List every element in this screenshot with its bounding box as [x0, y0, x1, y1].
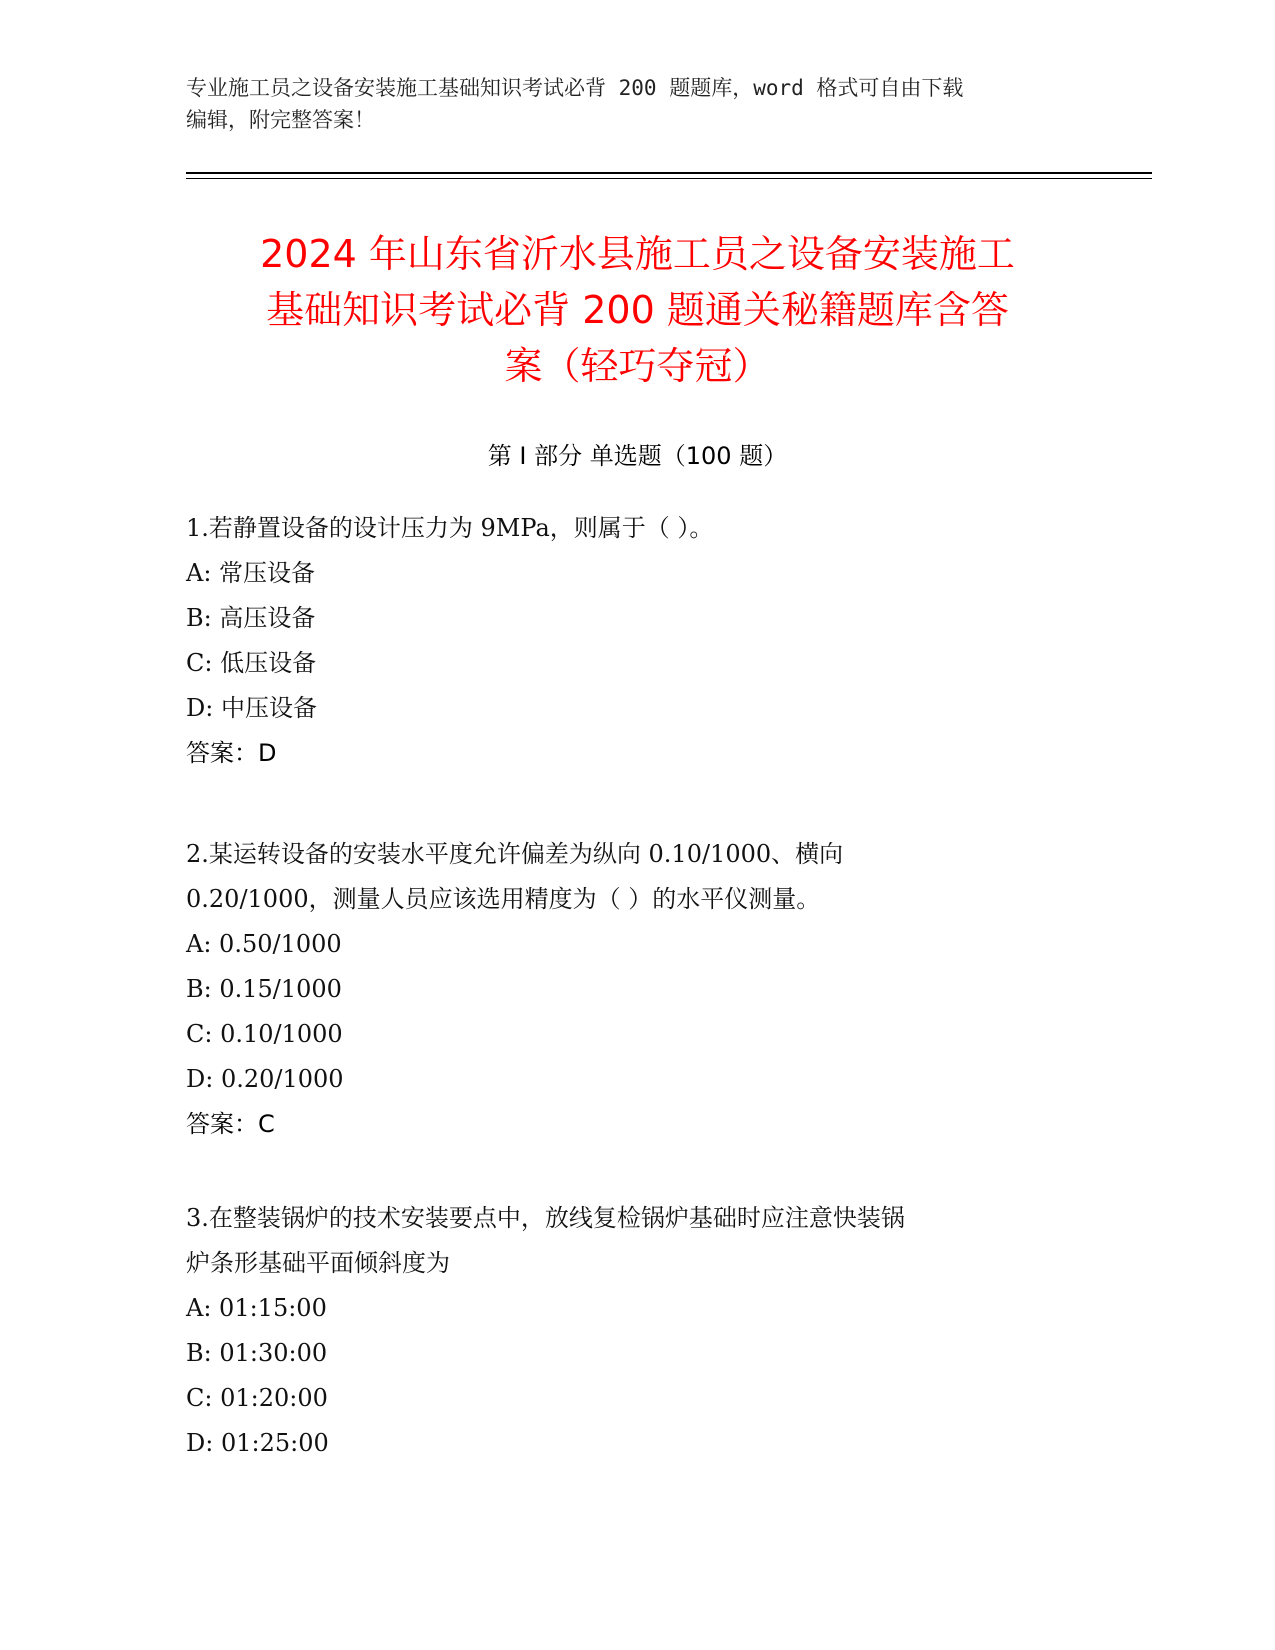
question-stem [186, 832, 1086, 922]
option-c: C: 01:20:00 [186, 1384, 328, 1412]
option-b: B: 高压设备 [186, 604, 316, 632]
option-b: B: 01:30:00 [186, 1339, 328, 1367]
question-stem-line: 炉条形基础平面倾斜度为 [186, 1249, 450, 1277]
question-stem-line: 1.若静置设备的设计压力为 9MPa，则属于（ ）。 [186, 514, 714, 542]
title-line-2: 基础知识考试必背 200 题通关秘籍题库含答 [266, 288, 1009, 332]
option-a: A: 0.50/1000 [186, 930, 342, 958]
question-stem-line: 3.在整装锅炉的技术安装要点中，放线复检锅炉基础时应注意快装锅 [186, 1204, 905, 1232]
question-3 [186, 1196, 1086, 1466]
option-d: D: 01:25:00 [186, 1429, 329, 1457]
option-c: C: 低压设备 [186, 649, 317, 677]
answer: 答案：C [186, 1110, 275, 1138]
header-note [186, 72, 1086, 136]
option-d: D: 0.20/1000 [186, 1065, 344, 1093]
question-stem [186, 1196, 1086, 1286]
section-title: 第 I 部分 单选题（100 题） [487, 442, 788, 470]
header-divider-thin [186, 178, 1152, 179]
answer: 答案：D [186, 739, 277, 767]
question-stem [186, 506, 1086, 551]
header-note-line-2: 编辑，附完整答案！ [186, 108, 375, 132]
title-line-1: 2024 年山东省沂水县施工员之设备安装施工 [260, 232, 1015, 276]
title-line-3: 案（轻巧夺冠） [504, 344, 771, 388]
question-stem-line: 2.某运转设备的安装水平度允许偏差为纵向 0.10/1000、横向 [186, 840, 844, 868]
header-note-line-1: 专业施工员之设备安装施工基础知识考试必背 200 题题库，word 格式可自由下载 [186, 76, 964, 100]
option-c: C: 0.10/1000 [186, 1020, 343, 1048]
option-a: A: 常压设备 [186, 559, 316, 587]
question-stem-line: 0.20/1000，测量人员应该选用精度为（ ）的水平仪测量。 [186, 885, 821, 913]
question-2 [186, 832, 1086, 1147]
option-b: B: 0.15/1000 [186, 975, 342, 1003]
question-1 [186, 506, 1086, 776]
option-a: A: 01:15:00 [186, 1294, 327, 1322]
document-title [150, 226, 1125, 394]
header-divider-thick [186, 172, 1152, 174]
option-d: D: 中压设备 [186, 694, 317, 722]
